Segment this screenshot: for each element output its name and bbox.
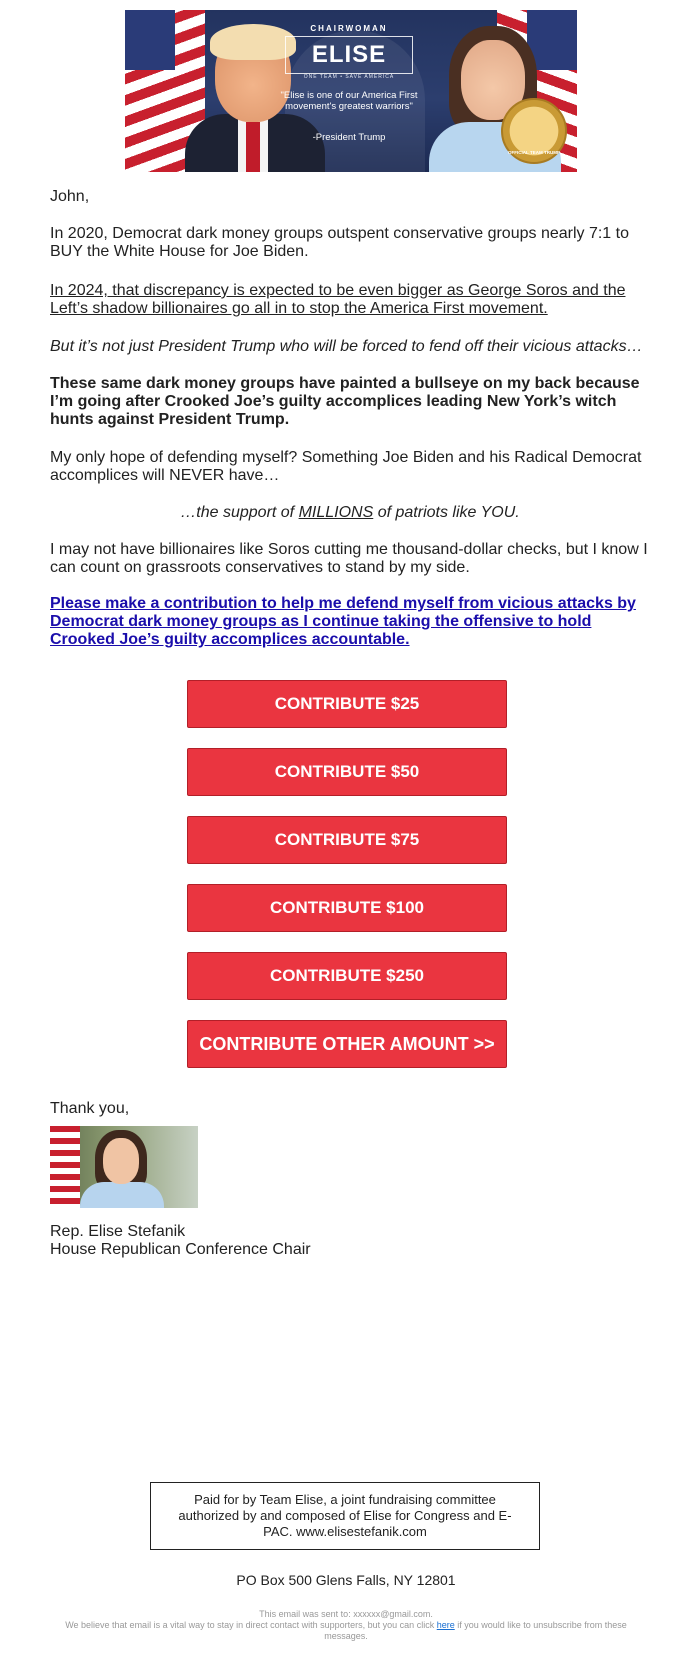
paid-for-disclaimer-box (150, 1482, 540, 1550)
banner-quote-attribution: -President Trump (312, 132, 386, 143)
paragraph-6 (50, 504, 650, 522)
unsubscribe-link[interactable]: here (436, 1620, 455, 1630)
contribute-250-button[interactable]: CONTRIBUTE $250 (187, 952, 507, 1000)
signature-title: House Republican Conference Chair (50, 1241, 311, 1258)
contribute-100-button[interactable]: CONTRIBUTE $100 (187, 884, 507, 932)
paragraph-6-start: …the support of (180, 504, 299, 521)
contribute-25-button[interactable]: CONTRIBUTE $25 (187, 680, 507, 728)
paid-for-disclaimer: Paid for by Team Elise, a joint fundraising committee authorized by and composed of Elise for Congress and E-PAC. www.elisestefanik.com (178, 1492, 512, 1539)
header-banner (125, 10, 577, 172)
brand-logo: ELISE (311, 41, 387, 68)
paragraph-3: But it’s not just President Trump who will be forced to fend off their vicious attacks… (50, 338, 643, 355)
unsubscribe-text-start: We believe that email is a vital way to stay in direct contact with supporters, but you can click (65, 1620, 437, 1630)
paragraph-1: In 2020, Democrat dark money groups outspent conservative groups nearly 7:1 to BUY the White House for Joe Biden. (50, 225, 629, 260)
unsubscribe-notice (45, 1620, 647, 1642)
signature-name: Rep. Elise Stefanik (50, 1223, 186, 1240)
brand-tagline: ONE TEAM • SAVE AMERICA (303, 74, 395, 80)
contribute-other-button[interactable]: CONTRIBUTE OTHER AMOUNT >> (187, 1020, 507, 1068)
paragraph-5: My only hope of defending myself? Something Joe Biden and his Radical Democrat accomplices will NEVER have… (50, 449, 642, 484)
unsubscribe-text-end: if you would like to unsubscribe from these messages. (324, 1620, 627, 1641)
banner-quote: "Elise is one of our America First movement's greatest warriors" (280, 90, 418, 112)
contribute-75-button[interactable]: CONTRIBUTE $75 (187, 816, 507, 864)
seal-label: OFFICIAL TEAM TRUMP (508, 150, 560, 155)
paragraph-2: In 2024, that discrepancy is expected to be even bigger as George Soros and the Left’s shadow billionaires go all in to stop the America First movement. (50, 282, 626, 317)
signature-photo (50, 1126, 198, 1208)
sent-to-notice: This email was sent to: xxxxxx@gmail.com. (259, 1609, 433, 1619)
mailing-address: PO Box 500 Glens Falls, NY 12801 (236, 1572, 456, 1588)
paragraph-4: These same dark money groups have painted a bullseye on my back because I’m going after Crooked Joe’s guilty accomplices leading New York’s witch hunts against President Trump. (50, 375, 640, 428)
contribution-link[interactable]: Please make a contribution to help me defend myself from vicious attacks by Democrat dark money groups as I continue taking the offensive to hold Crooked Joe’s guilty accomplices accountable. (50, 595, 636, 648)
greeting: John, (50, 188, 90, 205)
paragraph-6-emphasis: MILLIONS (298, 504, 374, 521)
paragraph-7: I may not have billionaires like Soros cutting me thousand-dollar checks, but I know I can count on grassroots conservatives to stand by my side. (50, 541, 648, 576)
brand-kicker: CHAIRWOMAN (310, 24, 388, 33)
paragraph-6-end: of patriots like YOU. (373, 504, 520, 521)
sign-off: Thank you, (50, 1100, 130, 1117)
contribute-50-button[interactable]: CONTRIBUTE $50 (187, 748, 507, 796)
